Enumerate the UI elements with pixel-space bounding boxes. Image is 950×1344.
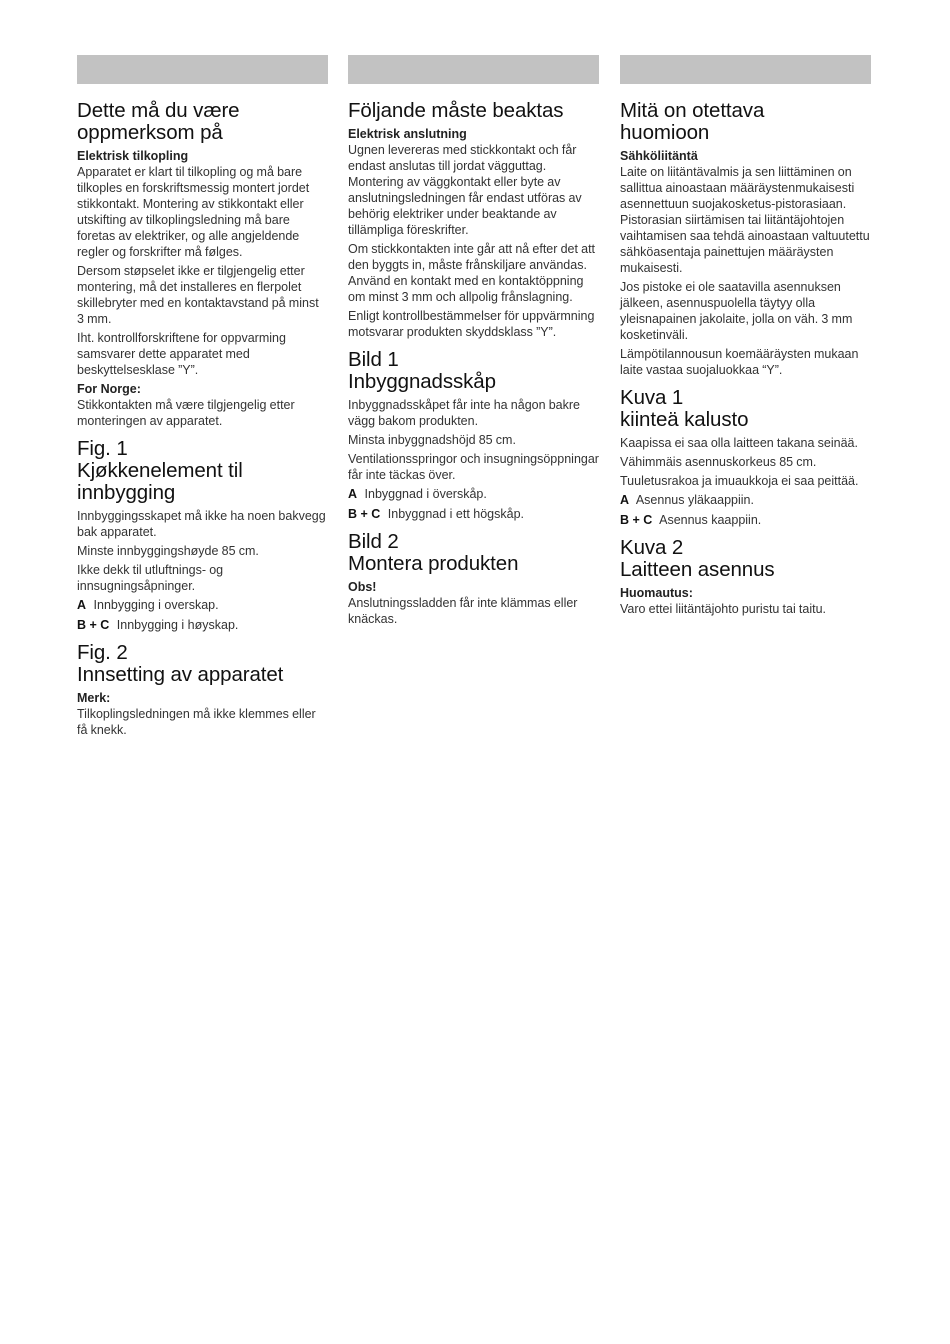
item-a-label: A bbox=[620, 493, 630, 507]
item-bc-label: B + C bbox=[620, 513, 653, 527]
item-a bbox=[620, 492, 871, 508]
section-title: Följande måste beaktas bbox=[348, 99, 564, 122]
fig1-title: Kuva 1 kiinteä kalusto bbox=[620, 386, 749, 431]
item-a-label: A bbox=[348, 487, 358, 501]
electric-paragraph: Enligt kontrollbestämmelser för uppvärmning motsvarar produkten skyddsklass ”Y”. bbox=[348, 309, 595, 339]
electric-paragraph: Laite on liitäntävalmis ja sen liittäminen on sallittua ainoastaan määräystenmukaisesti asennettuun suojakosketus-pistorasiaan. Pistorasian siirtämisen tai liitäntäjohtojen vaihtamisen saa tehdä ainoastaan valtuutettu sähköasentaja painettujen määräysten mukaisesti. bbox=[620, 165, 870, 275]
note-heading: Obs! bbox=[348, 580, 377, 594]
electric-paragraph: Apparatet er klart til tilkopling og må bare tilkoples en forskriftsmessig montert jordet stikkontakt. Montering av stikkontakt eller utskifting av tilkoplingsledning må bare foretas av elektriker, og alle angjeldende regler og forskrifter må følges. bbox=[77, 165, 310, 259]
fig1-title: Fig. 1 Kjøkkenelement til innbygging bbox=[77, 437, 243, 504]
column-norwegian bbox=[77, 55, 328, 741]
electric-paragraph: Lämpötilannousun koemääräysten mukaan laite vastaa suojaluokkaa “Y”. bbox=[620, 347, 859, 377]
fig2-title: Bild 2 Montera produkten bbox=[348, 530, 519, 575]
column-finnish bbox=[620, 55, 871, 620]
country-paragraph: Stikkontakten må være tilgjengelig etter monteringen av apparatet. bbox=[77, 398, 295, 428]
electric-paragraph: Dersom støpselet ikke er tilgjengelig etter montering, må det installeres en flerpolet skillebryter med en kontaktavstand på minst 3 mm. bbox=[77, 264, 319, 326]
fig1-paragraph: Vähimmäis asennuskorkeus 85 cm. bbox=[620, 455, 817, 469]
section-title: Mitä on otettava huomioon bbox=[620, 99, 765, 144]
fig1-paragraph: Minsta inbyggnadshöjd 85 cm. bbox=[348, 433, 516, 447]
item-a-text: Innbygging i overskap. bbox=[93, 598, 219, 612]
item-bc bbox=[348, 506, 599, 522]
note-heading: Huomautus: bbox=[620, 586, 693, 600]
electric-paragraph: Om stickkontakten inte går att nå efter det att den byggts in, måste frånskiljare användas. Använd en kontakt med en kontaktöppning om minst 3 mm och allpolig frånslagning. bbox=[348, 242, 596, 304]
item-a bbox=[348, 486, 599, 502]
header-bar bbox=[348, 55, 599, 84]
item-a-label: A bbox=[77, 598, 87, 612]
fig1-paragraph: Minste innbyggingshøyde 85 cm. bbox=[77, 544, 259, 558]
electric-heading: Elektrisk anslutning bbox=[348, 127, 467, 141]
note-heading: Merk: bbox=[77, 691, 111, 705]
fig1-paragraph: Ikke dekk til utluftnings- og innsugningsåpninger. bbox=[77, 563, 224, 593]
fig1-paragraph: Innbyggingsskapet må ikke ha noen bakvegg bak apparatet. bbox=[77, 509, 326, 539]
fig1-paragraph: Ventilationsspringor och insugningsöppningar får inte täckas över. bbox=[348, 452, 599, 482]
fig1-paragraph: Tuuletusrakoa ja imuaukkoja ei saa peittää. bbox=[620, 474, 859, 488]
item-a-text: Asennus yläkaappiin. bbox=[635, 493, 754, 507]
electric-heading: Elektrisk tilkopling bbox=[77, 149, 189, 163]
fig2-title: Fig. 2 Innsetting av apparatet bbox=[77, 641, 284, 686]
fig1-title: Bild 1 Inbyggnadsskåp bbox=[348, 348, 496, 393]
note-text: Anslutningssladden får inte klämmas eller knäckas. bbox=[348, 596, 578, 626]
fig1-paragraph: Inbyggnadsskåpet får inte ha någon bakre vägg bakom produkten. bbox=[348, 398, 581, 428]
item-bc bbox=[620, 512, 871, 528]
item-bc-text: Innbygging i høyskap. bbox=[116, 618, 239, 632]
fig2-title: Kuva 2 Laitteen asennus bbox=[620, 536, 775, 581]
column-swedish bbox=[348, 55, 599, 630]
electric-paragraph: Iht. kontrollforskriftene for oppvarming samsvarer dette apparatet med beskyttelsesklase ”Y”. bbox=[77, 331, 286, 377]
item-a-text: Inbyggnad i överskåp. bbox=[364, 487, 487, 501]
section-title: Dette må du være oppmerksom på bbox=[77, 99, 240, 144]
item-bc-label: B + C bbox=[348, 507, 381, 521]
fig1-paragraph: Kaapissa ei saa olla laitteen takana seinää. bbox=[620, 436, 858, 450]
note-text: Varo ettei liitäntäjohto puristu tai taitu. bbox=[620, 602, 827, 616]
note-text: Tilkoplingsledningen må ikke klemmes eller få knekk. bbox=[77, 707, 316, 737]
country-heading: For Norge: bbox=[77, 382, 141, 396]
header-bar bbox=[620, 55, 871, 84]
item-bc-text: Inbyggnad i ett högskåp. bbox=[387, 507, 525, 521]
header-bar bbox=[77, 55, 328, 84]
electric-paragraph: Ugnen levereras med stickkontakt och får endast anslutas till jordat vägguttag. Montering av väggkontakt eller byte av anslutningsledningen får endast utföras av behörig elektriker under beaktande av tillämpliga föreskrifter. bbox=[348, 143, 582, 237]
electric-heading: Sähköliitäntä bbox=[620, 149, 698, 163]
item-bc bbox=[77, 617, 328, 633]
electric-paragraph: Jos pistoke ei ole saatavilla asennuksen jälkeen, asennuspuolella täytyy olla yleisnapainen jakolaite, jolla on väh. 3 mm kosketinväli. bbox=[620, 280, 853, 342]
item-a bbox=[77, 597, 328, 613]
item-bc-text: Asennus kaappiin. bbox=[659, 513, 762, 527]
item-bc-label: B + C bbox=[77, 618, 110, 632]
